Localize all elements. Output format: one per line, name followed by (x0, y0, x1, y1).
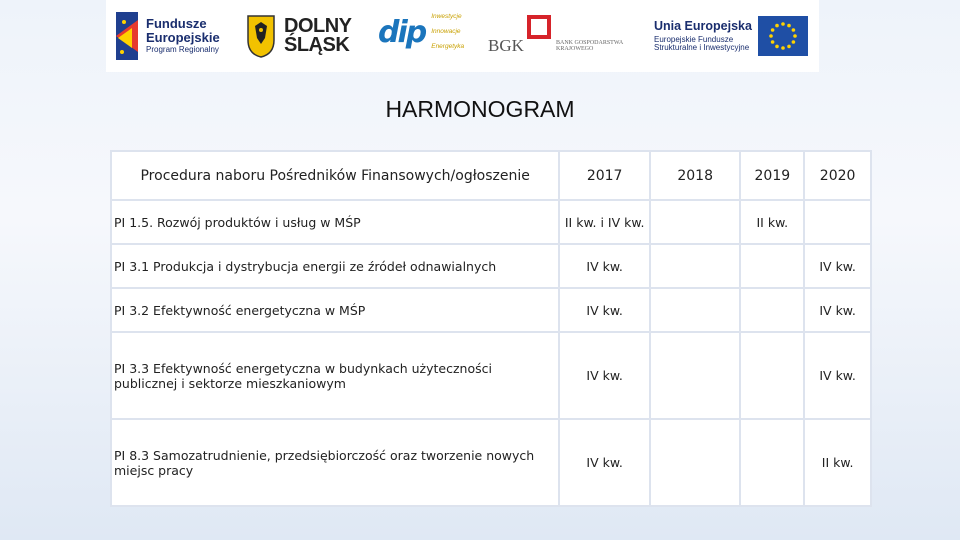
table-row (111, 332, 871, 419)
header-year-2019: 2019 (740, 151, 804, 200)
table-header-row (111, 151, 871, 200)
logo-strip (106, 0, 819, 72)
unia-europejska-logo (654, 16, 808, 56)
cell-2017: IV kw. (559, 244, 650, 288)
dip-mark: dip (378, 14, 426, 50)
bgk-logo (488, 12, 623, 60)
cell-2018 (650, 419, 741, 506)
header-year-2020: 2020 (804, 151, 871, 200)
page-title: HARMONOGRAM (385, 96, 575, 122)
bgk-line2: KRAJOWEGO (556, 46, 594, 52)
cell-2020: IV kw. (804, 332, 871, 419)
cell-2018 (650, 288, 741, 332)
dolny-slask-logo (246, 14, 352, 58)
table-row (111, 244, 871, 288)
cell-2020 (804, 200, 871, 244)
cell-2019: II kw. (740, 200, 804, 244)
row-label: PI 8.3 Samozatrudnienie, przedsiębiorczość oraz tworzenie nowych miejsc pracy (111, 419, 559, 506)
ds-line1: DOLNY (284, 15, 352, 37)
table-row (111, 288, 871, 332)
row-label: PI 3.1 Produkcja i dystrybucja energii ze źródeł odnawialnych (111, 244, 559, 288)
cell-2017: IV kw. (559, 332, 650, 419)
ue-line2: Europejskie Fundusze (654, 34, 734, 44)
header-procedure: Procedura naboru Pośredników Finansowych/ogłoszenie (111, 151, 559, 200)
bgk-square-icon (526, 14, 552, 40)
cell-2019 (740, 419, 804, 506)
ds-line2: ŚLĄSK (284, 34, 350, 56)
ue-line3: Strukturalne i Inwestycyjne (654, 43, 750, 53)
dip-logo (378, 14, 464, 50)
cell-2018 (650, 244, 741, 288)
table-row (111, 419, 871, 506)
fe-line3: Program Regionalny (146, 45, 219, 55)
fe-line2: Europejskie (146, 29, 220, 45)
cell-2020: II kw. (804, 419, 871, 506)
cell-2020: IV kw. (804, 288, 871, 332)
header-year-2017: 2017 (559, 151, 650, 200)
fundusze-europejskie-icon (112, 8, 142, 64)
coat-of-arms-icon (246, 14, 276, 58)
ue-line1: Unia Europejska (654, 18, 752, 33)
fe-line1: Fundusze (146, 16, 207, 32)
cell-2019 (740, 288, 804, 332)
table-row (111, 200, 871, 244)
cell-2018 (650, 332, 741, 419)
row-label: PI 3.3 Efektywność energetyczna w budynkach użyteczności publicznej i sektorze mieszkaniowym (111, 332, 559, 419)
fundusze-europejskie-logo (112, 8, 220, 64)
cell-2019 (740, 244, 804, 288)
cell-2019 (740, 332, 804, 419)
row-label: PI 1.5. Rozwój produktów i usług w MŚP (111, 200, 559, 244)
cell-2018 (650, 200, 741, 244)
bgk-mark: BGK (488, 36, 524, 55)
cell-2017: IV kw. (559, 288, 650, 332)
dip-word-1: Inwestycje (431, 13, 462, 20)
schedule-table (110, 150, 872, 507)
cell-2017: II kw. i IV kw. (559, 200, 650, 244)
dip-word-3: Energetyka (431, 42, 465, 50)
cell-2017: IV kw. (559, 419, 650, 506)
row-label: PI 3.2 Efektywność energetyczna w MŚP (111, 288, 559, 332)
dip-word-2: Innowacje (431, 27, 461, 35)
eu-flag-icon (758, 16, 808, 56)
bgk-line1: BANK GOSPODARSTWA (556, 39, 624, 46)
cell-2020: IV kw. (804, 244, 871, 288)
header-year-2018: 2018 (650, 151, 741, 200)
